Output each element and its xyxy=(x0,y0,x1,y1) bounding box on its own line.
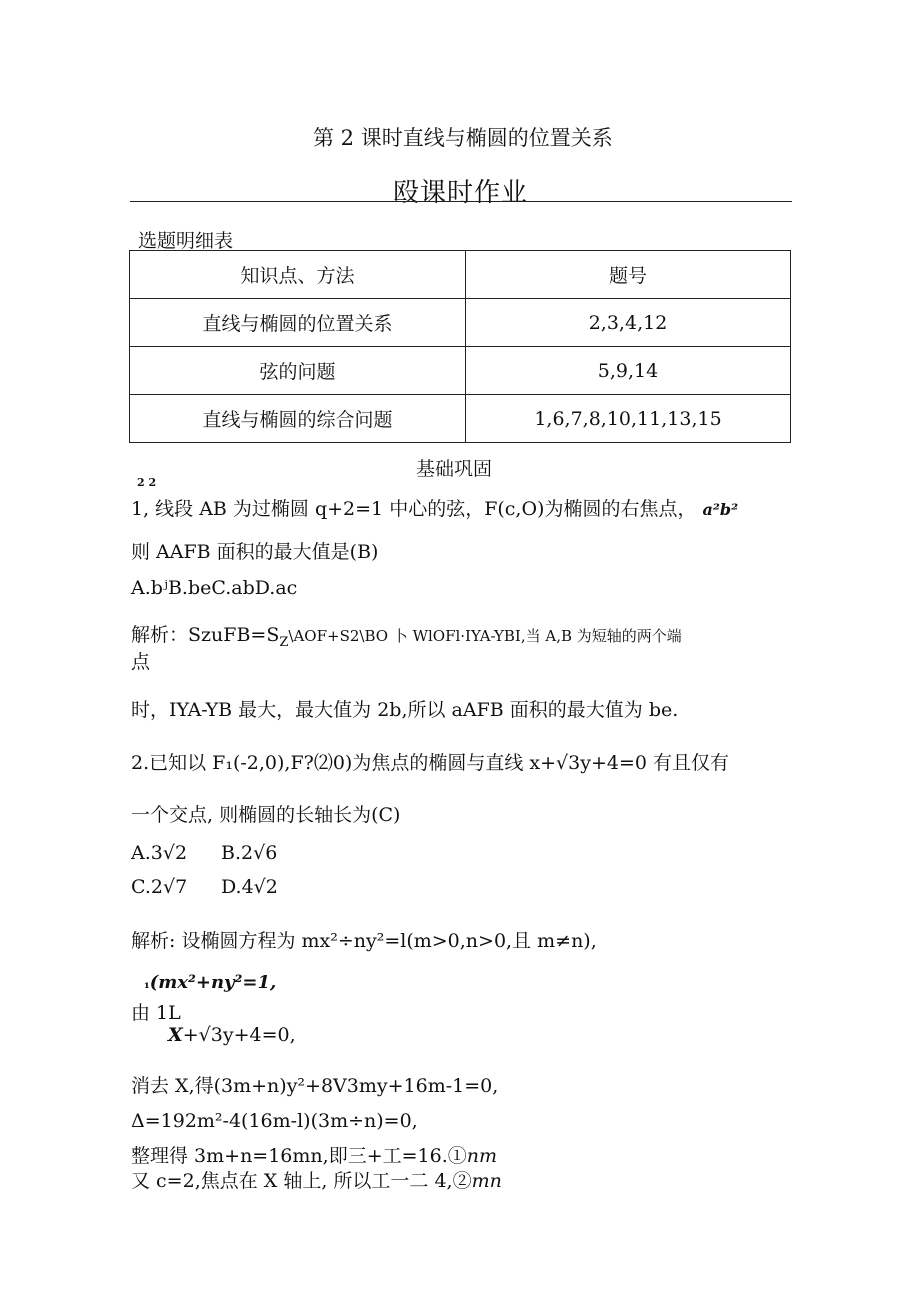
system-eq1 xyxy=(144,972,276,993)
numbers-cell: 5,9,14 xyxy=(466,347,791,395)
topic-cell: 直线与椭圆的综合问题 xyxy=(130,395,466,443)
q2-option-d: D.4√2 xyxy=(221,876,278,898)
q1-solution-b: \AOF+S2\BO 卜 WlOFl·IYA-YBI,当 A,B 为短轴的两个端 xyxy=(288,627,682,645)
q1-solution-sub: Z xyxy=(279,634,289,650)
q1-stem xyxy=(131,494,738,521)
table-row xyxy=(130,347,791,395)
q1-line2: 则 AAFB 面积的最大值是(B) xyxy=(131,541,379,563)
q2-solution-line2: 消去 X,得(3m+n)y²+8V3my+16m-1=0, xyxy=(131,1075,499,1097)
table-caption: 选题明细表 xyxy=(138,230,234,252)
section-heading: 基础巩固 xyxy=(416,458,493,480)
table-row xyxy=(130,299,791,347)
q1-stem-text: 1, 线段 AB 为过椭圆 q+2=1 中心的弦，F(c,O)为椭圆的右焦点， xyxy=(131,498,697,520)
q2-solution-line4 xyxy=(131,1141,497,1168)
header-topic: 知识点、方法 xyxy=(130,251,466,299)
system-eq2 xyxy=(168,1024,296,1046)
topic-table xyxy=(129,250,791,443)
q2-solution-line5 xyxy=(131,1166,502,1193)
q1-solution-line2: 时，IYA-YB 最大，最大值为 2b,所以 aAFB 面积的最大值为 be. xyxy=(131,699,679,721)
header-question-numbers: 题号 xyxy=(466,251,791,299)
system-brace-mark: ₁ xyxy=(144,977,150,992)
q2-solution-line5-text: 又 c=2,焦点在 X 轴上, 所以工一二 4,② xyxy=(131,1170,472,1192)
topic-cell: 直线与椭圆的位置关系 xyxy=(130,299,466,347)
q1-options: A.bʲB.beC.abD.ac xyxy=(131,577,298,599)
q1-superscripts: 2 2 xyxy=(137,476,157,489)
q1-solution-line1 xyxy=(131,620,682,650)
q1-stem-tail: a²b² xyxy=(702,500,739,519)
heading-divider xyxy=(130,201,792,202)
q2-line2: 一个交点, 则椭圆的长轴长为(C) xyxy=(131,804,401,826)
table-header-row xyxy=(130,251,791,299)
q2-option-a: A.3√2 xyxy=(131,842,188,864)
table-row xyxy=(130,395,791,443)
q1-solution-wrap: 点 xyxy=(131,651,151,673)
q2-solution-line5-it: mn xyxy=(471,1170,502,1192)
q2-option-b: B.2√6 xyxy=(221,842,278,864)
system-eq2-x: X xyxy=(168,1024,183,1046)
homework-heading: 殴课时作业 xyxy=(393,178,529,208)
q1-solution-a: 解析：SzuFB=S xyxy=(131,624,280,646)
system-you: 由 1L xyxy=(131,1002,181,1024)
q2-solution-line1: 解析: 设椭圆方程为 mx²÷ny²=l(m>0,n>0,且 m≠n), xyxy=(131,930,597,952)
q2-solution-line3: Δ=192m²-4(16m-l)(3m÷n)=0, xyxy=(131,1110,418,1132)
topic-cell: 弦的问题 xyxy=(130,347,466,395)
lesson-title: 第 2 课时直线与椭圆的位置关系 xyxy=(313,126,613,150)
numbers-cell: 2,3,4,12 xyxy=(466,299,791,347)
q2-solution-line4-text: 整理得 3m+n=16mn,即三+工=16.① xyxy=(131,1145,467,1167)
system-eq2-text: +√3y+4=0, xyxy=(182,1024,296,1046)
numbers-cell: 1,6,7,8,10,11,13,15 xyxy=(466,395,791,443)
q2-solution-line4-it: nm xyxy=(466,1145,498,1167)
q2-stem: 2.已知以 F₁(-2,0),F?⑵0)为焦点的椭圆与直线 x+√3y+4=0 有且仅有 xyxy=(131,752,730,774)
q2-option-c: C.2√7 xyxy=(131,876,188,898)
system-eq1-text: (mx²+ny²=1, xyxy=(149,972,277,993)
